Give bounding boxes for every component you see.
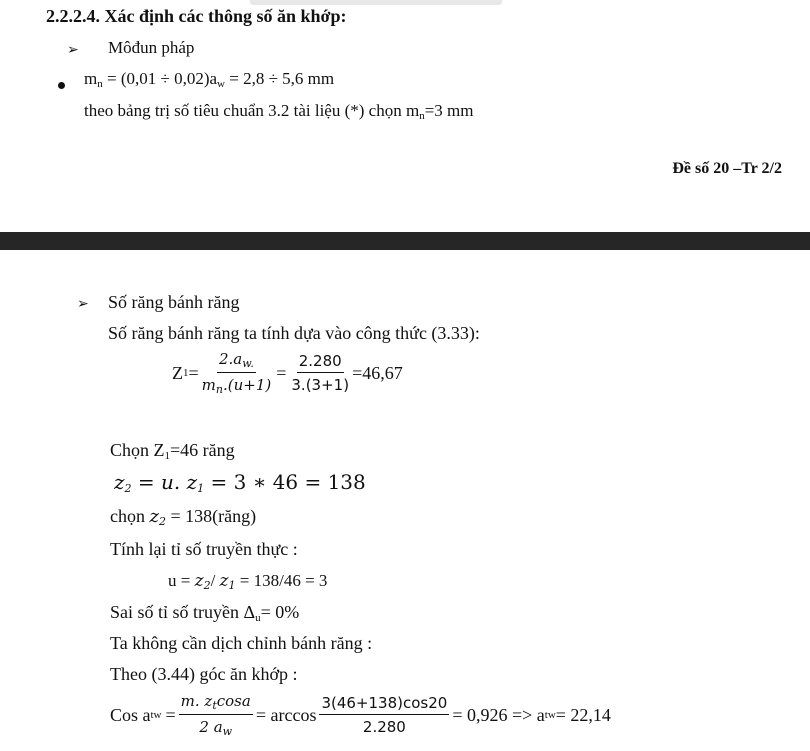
round-bullet-icon (58, 76, 65, 94)
table-reference-sub: n (419, 110, 425, 122)
module-formula (84, 69, 334, 90)
chon-z2-text: chọn (110, 506, 150, 526)
z2-eq-mid: = u. z (131, 470, 198, 494)
bullet-modun-label: Môđun pháp (108, 38, 195, 57)
formula-m-result: = 2,8 ÷ 5,6 mm (224, 69, 335, 88)
z2-eq-result: = 3 ∗ 46 = 138 (204, 470, 366, 494)
z2-eq-z-sub: 2 (124, 482, 132, 495)
sai-so-sub: u (255, 612, 261, 624)
arrow-bullet-icon: ➢ (67, 42, 79, 58)
cos-den1-sub: w (222, 725, 233, 738)
cos-num2: 3(46+138)cos20 (319, 694, 449, 715)
cos-result-tail: = 22,14 (555, 704, 611, 725)
tinh-lai-text: Tính lại tỉ số truyền thực : (110, 539, 298, 559)
z1-equals: = (188, 362, 199, 383)
z1-equals-2: = (276, 362, 287, 383)
formula-m-sub: n (97, 78, 103, 90)
z2-equation (114, 470, 366, 495)
z1-den2: 3.(3+1) (291, 376, 350, 394)
u-eq-lhs: u = (168, 571, 195, 590)
z1-den1-m: m (201, 376, 216, 394)
u-eq-z1: z (219, 571, 229, 591)
z1-lhs-sub: 1 (183, 367, 189, 379)
cos-fraction-numeric (319, 694, 449, 736)
arrow-bullet-icon-2: ➢ (77, 296, 89, 312)
sai-so (110, 602, 299, 624)
cos-num1-tail: cosa (216, 692, 251, 710)
cos-result: = 0,926 => a (452, 704, 545, 725)
chon-z2-tail: = 138(răng) (165, 506, 257, 526)
table-reference-text: theo bảng trị số tiêu chuẩn 3.2 tài liệu (*) chọn m (84, 101, 420, 120)
table-reference-tail: =3 mm (424, 101, 474, 120)
formula-m-range: = (0,01 ÷ 0,02)a (102, 69, 218, 88)
z1-den1-tail: .(u+1) (222, 376, 272, 394)
u-eq-result: = 138/46 = 3 (235, 571, 328, 590)
khong-dich-text: Ta không cần dịch chỉnh bánh răng : (110, 633, 373, 653)
intro-text: Số răng bánh răng ta tính dựa vào công thức (3.33): (108, 323, 480, 343)
cos-num1-sub: t (212, 699, 217, 712)
chon-z2-z: z (149, 506, 159, 527)
z1-formula (172, 350, 403, 396)
page-footer: Đề số 20 –Tr 2/2 (672, 160, 782, 177)
cos-lhs: Cos a (110, 704, 151, 725)
cos-arccos: = arccos (255, 704, 317, 725)
u-eq-z2: z (194, 571, 204, 591)
sai-so-text: Sai số tỉ số truyền Δ (110, 602, 256, 622)
u-eq-z1-sub: 1 (228, 579, 236, 592)
formula-aw-sub: w (217, 78, 225, 90)
cos-result-sub: tw (544, 709, 556, 721)
chon-z2 (110, 506, 256, 528)
z1-num2: 2.280 (297, 352, 344, 373)
formula-m: m (84, 69, 98, 88)
chon-z1-tail: =46 răng (170, 440, 235, 460)
chon-z1-text: Chọn Z (110, 440, 165, 460)
z2-eq-z: z (114, 470, 125, 494)
cos-equals: = (165, 704, 176, 725)
u-equation (168, 571, 327, 592)
cos-den2: 2.280 (362, 718, 406, 736)
u-eq-z2-sub: 2 (203, 579, 211, 592)
cos-formula (110, 692, 611, 738)
cos-fraction-symbolic (179, 692, 253, 738)
chon-z2-sub: 2 (158, 515, 166, 528)
page-top-edge (250, 0, 502, 5)
cos-num1: m. z (180, 692, 213, 710)
z1-num1: 2.a (219, 350, 243, 368)
chon-z1-sub: 1 (164, 450, 171, 462)
u-eq-slash: / (210, 571, 220, 590)
z1-lhs: Z (172, 362, 183, 383)
cos-den1: 2 a (199, 718, 223, 736)
sai-so-tail: = 0% (260, 602, 300, 622)
section-heading: 2.2.2.4. Xác định các thông số ăn khớp: (46, 6, 347, 26)
goc-an-khop-text: Theo (3.44) góc ăn khớp : (110, 664, 298, 684)
bullet-so-rang-label: Số răng bánh răng (108, 292, 240, 312)
z2-eq-mid-sub: 1 (197, 482, 205, 495)
z1-result: =46,67 (352, 362, 403, 383)
z1-den1-sub: n (215, 383, 223, 396)
chon-z1 (110, 440, 235, 462)
z1-fraction-numeric (291, 352, 349, 394)
z1-num1-sub: w. (242, 357, 254, 370)
z1-fraction-symbolic (202, 350, 272, 396)
cos-lhs-sub: tw (150, 709, 162, 721)
page-separator (0, 232, 810, 250)
table-reference-line (84, 101, 474, 122)
